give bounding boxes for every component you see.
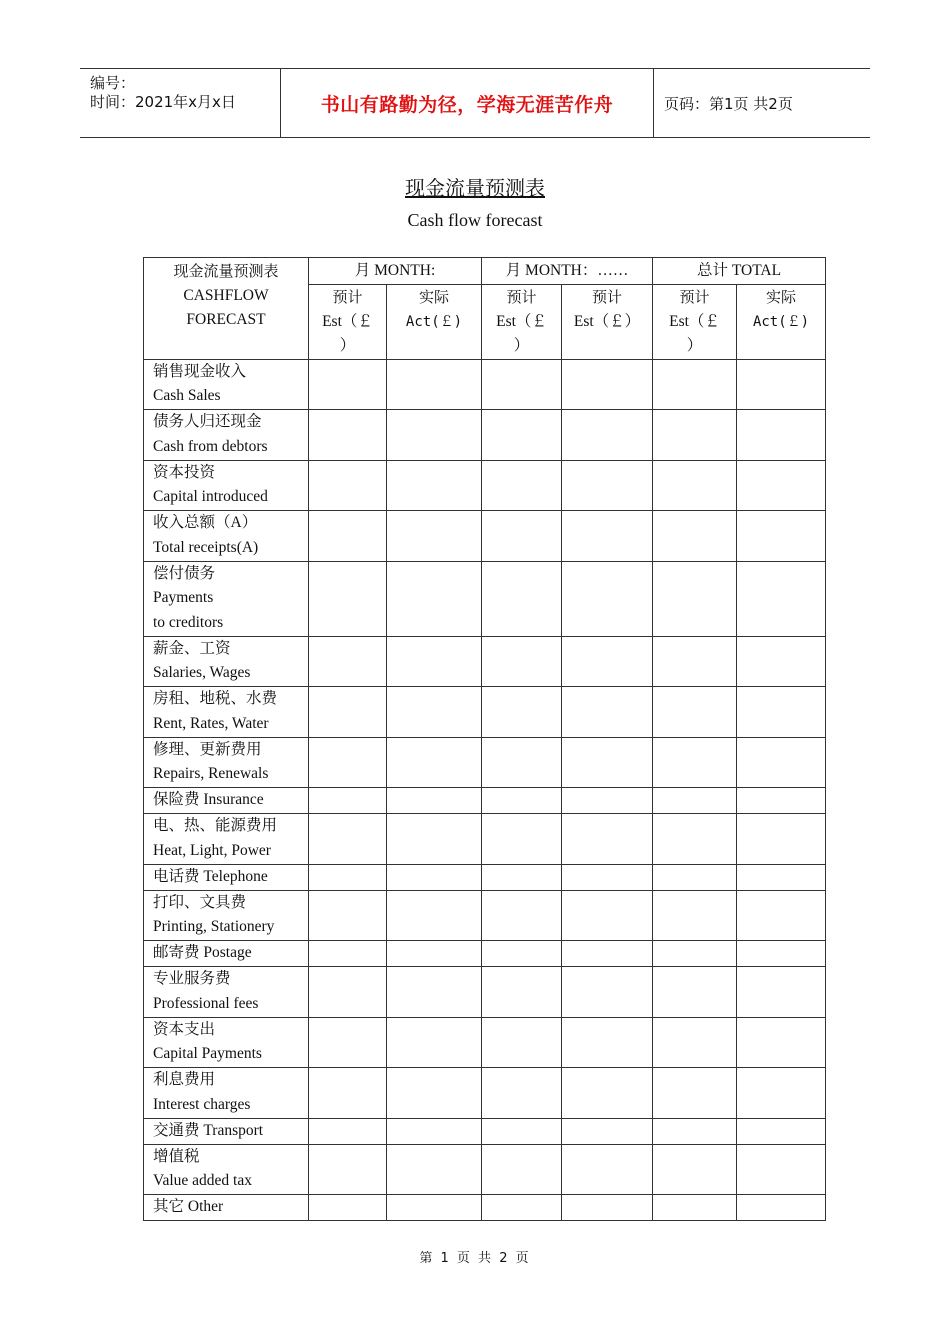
value-cell[interactable] — [482, 359, 562, 410]
value-cell[interactable] — [653, 687, 737, 738]
value-cell[interactable] — [482, 967, 562, 1018]
value-cell[interactable] — [737, 359, 826, 410]
header-motto-cell — [281, 69, 654, 137]
value-cell[interactable] — [309, 1195, 387, 1221]
value-cell[interactable] — [482, 941, 562, 967]
row-label: 电话费 Telephone — [144, 864, 309, 890]
page-title: 现金流量预测表 — [405, 176, 545, 200]
value-cell[interactable] — [309, 410, 387, 461]
value-cell[interactable] — [482, 511, 562, 562]
value-cell[interactable] — [737, 636, 826, 687]
value-cell[interactable] — [653, 1068, 737, 1119]
row-label: 销售现金收入 Cash Sales — [144, 359, 309, 410]
value-cell[interactable] — [387, 511, 482, 562]
value-cell[interactable] — [653, 1195, 737, 1221]
row-label: 专业服务费 Professional fees — [144, 967, 309, 1018]
value-cell[interactable] — [737, 1068, 826, 1119]
row-label: 交通费 Transport — [144, 1118, 309, 1144]
value-cell[interactable] — [387, 636, 482, 687]
row-label: 债务人归还现金 Cash from debtors — [144, 410, 309, 461]
row-label: 利息费用 Interest charges — [144, 1068, 309, 1119]
value-cell[interactable] — [387, 941, 482, 967]
row-label: 增值税 Value added tax — [144, 1144, 309, 1195]
value-cell[interactable] — [309, 864, 387, 890]
value-cell[interactable] — [482, 460, 562, 511]
value-cell[interactable] — [653, 967, 737, 1018]
value-cell[interactable] — [482, 561, 562, 636]
row-label: 打印、文具费 Printing, Stationery — [144, 890, 309, 941]
cashflow-table — [143, 257, 826, 1221]
value-cell[interactable] — [562, 788, 653, 814]
value-cell[interactable] — [562, 1118, 653, 1144]
value-cell[interactable] — [562, 511, 653, 562]
subhead-est: 预计 Est（￡） — [562, 285, 653, 360]
table-row — [144, 890, 826, 941]
value-cell[interactable] — [482, 410, 562, 461]
value-cell[interactable] — [309, 561, 387, 636]
table-row — [144, 636, 826, 687]
value-cell[interactable] — [737, 788, 826, 814]
value-cell[interactable] — [387, 1118, 482, 1144]
value-cell[interactable] — [309, 359, 387, 410]
value-cell[interactable] — [737, 410, 826, 461]
value-cell[interactable] — [653, 941, 737, 967]
row-label: 房租、地税、水费 Rent, Rates, Water — [144, 687, 309, 738]
value-cell[interactable] — [653, 788, 737, 814]
motto: 书山有路勤为径，学海无涯苦作舟 — [320, 93, 614, 116]
value-cell[interactable] — [737, 561, 826, 636]
value-cell[interactable] — [653, 460, 737, 511]
corner-cell: 现金流量预测表 CASHFLOW FORECAST — [144, 258, 309, 360]
value-cell[interactable] — [737, 814, 826, 865]
value-cell[interactable] — [309, 1068, 387, 1119]
value-cell[interactable] — [482, 1144, 562, 1195]
value-cell[interactable] — [562, 460, 653, 511]
table-row — [144, 687, 826, 738]
table-row — [144, 737, 826, 788]
table-row — [144, 967, 826, 1018]
value-cell[interactable] — [562, 1144, 653, 1195]
value-cell[interactable] — [387, 1195, 482, 1221]
table-row — [144, 1195, 826, 1221]
value-cell[interactable] — [309, 967, 387, 1018]
value-cell[interactable] — [653, 737, 737, 788]
value-cell[interactable] — [482, 1017, 562, 1068]
row-label: 资本投资 Capital introduced — [144, 460, 309, 511]
value-cell[interactable] — [387, 788, 482, 814]
table-row — [144, 410, 826, 461]
value-cell[interactable] — [562, 687, 653, 738]
value-cell[interactable] — [309, 941, 387, 967]
value-cell[interactable] — [653, 636, 737, 687]
value-cell[interactable] — [387, 814, 482, 865]
header-meta — [80, 69, 281, 137]
value-cell[interactable] — [482, 687, 562, 738]
time-label: 时间：2021年x月x日 — [90, 93, 236, 111]
value-cell[interactable] — [482, 890, 562, 941]
table-row — [144, 460, 826, 511]
value-cell[interactable] — [653, 359, 737, 410]
subhead-est: 预计 Est（￡ ） — [482, 285, 562, 360]
value-cell[interactable] — [482, 737, 562, 788]
value-cell[interactable] — [387, 1144, 482, 1195]
row-label: 收入总额（A） Total receipts(A) — [144, 511, 309, 562]
value-cell[interactable] — [482, 636, 562, 687]
value-cell[interactable] — [309, 636, 387, 687]
subhead-est: 预计 Est（￡ ） — [653, 285, 737, 360]
value-cell[interactable] — [387, 864, 482, 890]
value-cell[interactable] — [562, 737, 653, 788]
value-cell[interactable] — [562, 890, 653, 941]
value-cell[interactable] — [387, 1017, 482, 1068]
row-label: 电、热、能源费用 Heat, Light, Power — [144, 814, 309, 865]
row-label: 保险费 Insurance — [144, 788, 309, 814]
document-header — [80, 68, 870, 138]
value-cell[interactable] — [653, 1118, 737, 1144]
value-cell[interactable] — [737, 511, 826, 562]
group-header-month-2: 月 MONTH：…… — [482, 258, 653, 285]
subhead-act: 实际 Act(￡) — [737, 285, 826, 360]
row-label: 资本支出 Capital Payments — [144, 1017, 309, 1068]
value-cell[interactable] — [737, 890, 826, 941]
value-cell[interactable] — [562, 814, 653, 865]
table-row — [144, 511, 826, 562]
value-cell[interactable] — [562, 1017, 653, 1068]
value-cell[interactable] — [387, 460, 482, 511]
value-cell[interactable] — [387, 967, 482, 1018]
table-row — [144, 788, 826, 814]
value-cell[interactable] — [387, 890, 482, 941]
serial-label: 编号： — [90, 74, 136, 92]
value-cell[interactable] — [309, 460, 387, 511]
value-cell[interactable] — [562, 967, 653, 1018]
value-cell[interactable] — [387, 687, 482, 738]
group-header-month-1: 月 MONTH: — [309, 258, 482, 285]
table-row — [144, 561, 826, 636]
value-cell[interactable] — [387, 359, 482, 410]
value-cell[interactable] — [562, 359, 653, 410]
value-cell[interactable] — [737, 687, 826, 738]
value-cell[interactable] — [562, 1195, 653, 1221]
value-cell[interactable] — [309, 890, 387, 941]
subhead-est: 预计 Est（￡ ） — [309, 285, 387, 360]
group-header-total: 总计 TOTAL — [653, 258, 826, 285]
row-label: 邮寄费 Postage — [144, 941, 309, 967]
page-info: 页码：第1页 共2页 — [664, 94, 793, 113]
row-label: 其它 Other — [144, 1195, 309, 1221]
value-cell[interactable] — [653, 1144, 737, 1195]
value-cell[interactable] — [737, 460, 826, 511]
value-cell[interactable] — [562, 636, 653, 687]
value-cell[interactable] — [309, 1144, 387, 1195]
value-cell[interactable] — [562, 1068, 653, 1119]
value-cell[interactable] — [309, 511, 387, 562]
table-row — [144, 864, 826, 890]
value-cell[interactable] — [653, 864, 737, 890]
value-cell[interactable] — [387, 737, 482, 788]
value-cell[interactable] — [737, 864, 826, 890]
value-cell[interactable] — [653, 511, 737, 562]
value-cell[interactable] — [387, 561, 482, 636]
value-cell[interactable] — [309, 814, 387, 865]
value-cell[interactable] — [653, 814, 737, 865]
row-label: 偿付债务 Payments to creditors — [144, 561, 309, 636]
value-cell[interactable] — [737, 737, 826, 788]
value-cell[interactable] — [309, 1118, 387, 1144]
row-label: 修理、更新费用 Repairs, Renewals — [144, 737, 309, 788]
value-cell[interactable] — [737, 1017, 826, 1068]
value-cell[interactable] — [737, 941, 826, 967]
table-row — [144, 814, 826, 865]
page-footer: 第 1 页 共 2 页 — [419, 1251, 531, 1266]
value-cell[interactable] — [653, 890, 737, 941]
value-cell[interactable] — [562, 864, 653, 890]
table-row — [144, 941, 826, 967]
row-label: 薪金、工资 Salaries, Wages — [144, 636, 309, 687]
table-row — [144, 1068, 826, 1119]
value-cell[interactable] — [309, 687, 387, 738]
value-cell[interactable] — [482, 814, 562, 865]
value-cell[interactable] — [309, 1017, 387, 1068]
page-subtitle: Cash flow forecast — [407, 210, 543, 230]
value-cell[interactable] — [387, 410, 482, 461]
value-cell[interactable] — [737, 1144, 826, 1195]
value-cell[interactable] — [653, 410, 737, 461]
value-cell[interactable] — [482, 864, 562, 890]
table-row — [144, 359, 826, 410]
value-cell[interactable] — [562, 561, 653, 636]
value-cell[interactable] — [737, 1118, 826, 1144]
value-cell[interactable] — [653, 561, 737, 636]
subhead-act: 实际 Act(￡) — [387, 285, 482, 360]
value-cell[interactable] — [562, 410, 653, 461]
value-cell[interactable] — [482, 788, 562, 814]
value-cell[interactable] — [482, 1118, 562, 1144]
value-cell[interactable] — [387, 1068, 482, 1119]
table-row — [144, 1017, 826, 1068]
value-cell[interactable] — [309, 737, 387, 788]
table-row — [144, 1144, 826, 1195]
value-cell[interactable] — [737, 967, 826, 1018]
value-cell[interactable] — [309, 788, 387, 814]
value-cell[interactable] — [482, 1195, 562, 1221]
header-row-groups — [144, 258, 826, 285]
value-cell[interactable] — [482, 1068, 562, 1119]
table-row — [144, 1118, 826, 1144]
value-cell[interactable] — [737, 1195, 826, 1221]
value-cell[interactable] — [562, 941, 653, 967]
header-page-info-cell — [664, 69, 864, 137]
value-cell[interactable] — [653, 1017, 737, 1068]
